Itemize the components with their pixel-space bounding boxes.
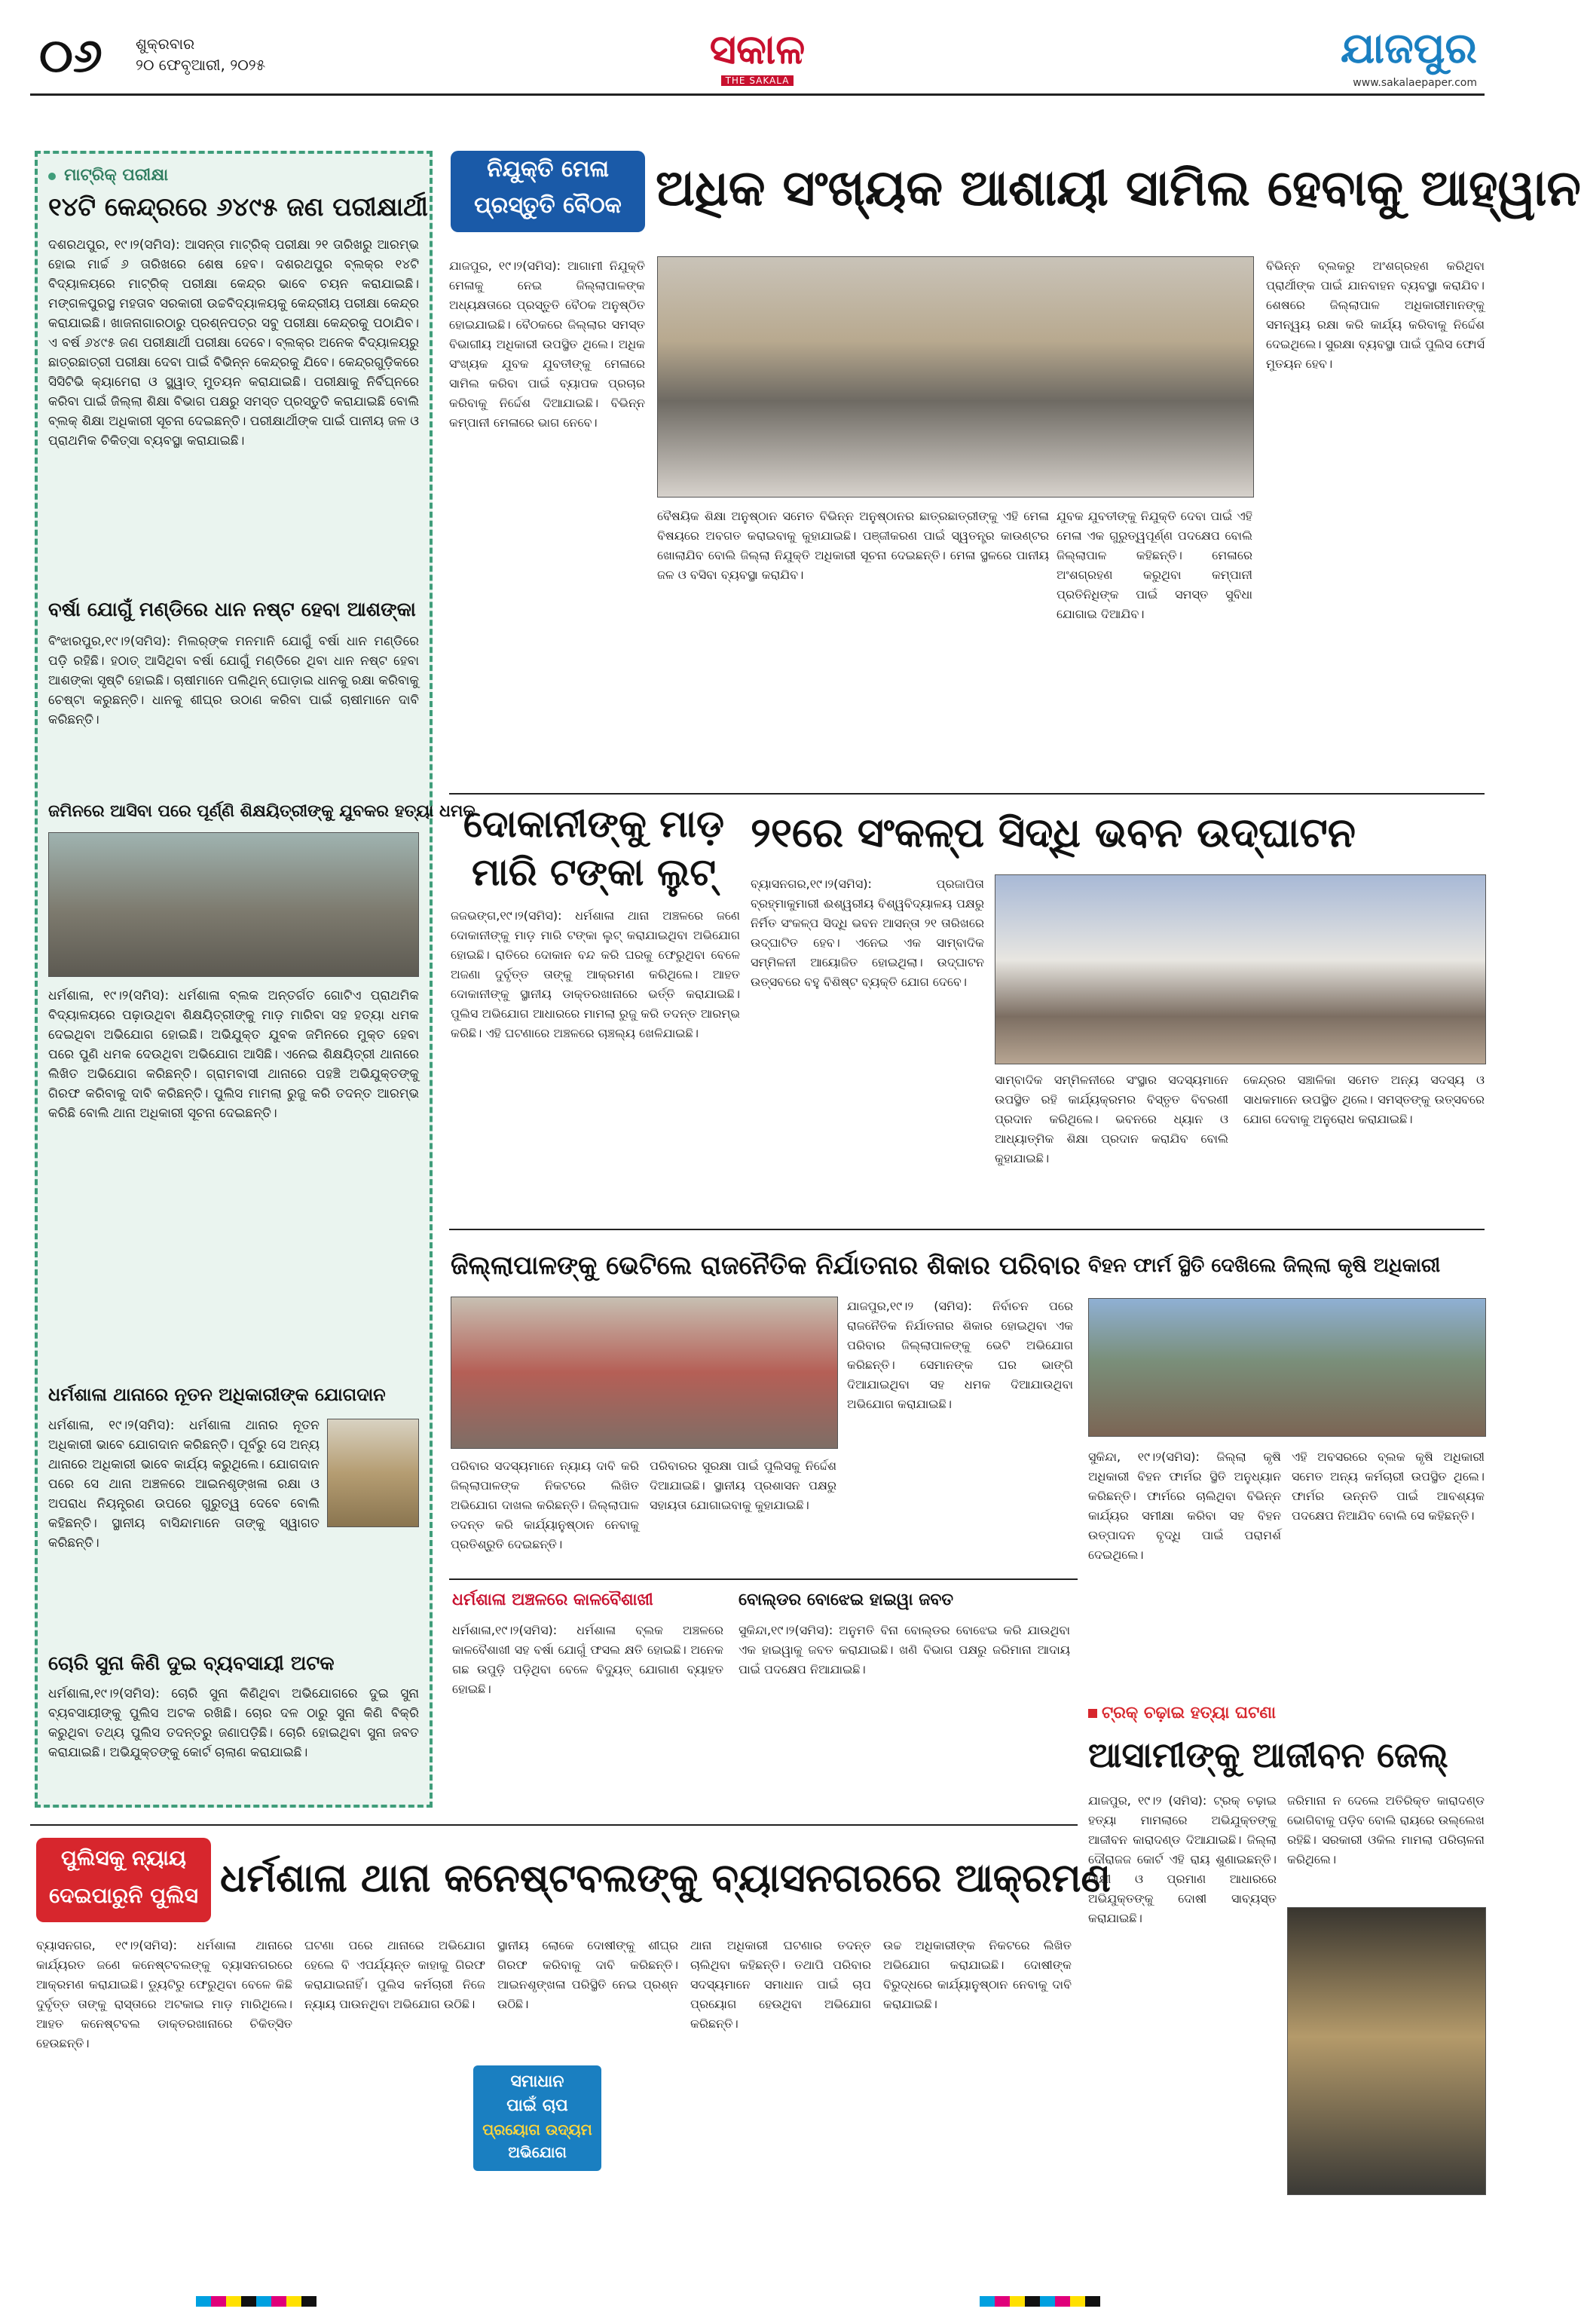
body-officer: ଧର୍ମଶାଳା, ୧୯।୨(ସମିସ): ଧର୍ମଶାଳା ଥାନାର ନୂତନ ଅଧିକାରୀ ଭାବେ ଯୋଗଦାନ କରିଛନ୍ତି। ପୂର୍ବରୁ ସେ ଅନ୍ୟ ଥାନାରେ ଅଧିକାରୀ ଭାବେ କାର୍ଯ୍ୟ କରୁଥିଲେ। ଯୋଗଦାନ ପରେ ସେ ଥାନା ଅଞ୍ଚଳରେ ଆଇନଶୃଙ୍ଖଳା ରକ୍ଷା ଓ ଅପରାଧ ନିୟନ୍ତ୍ରଣ ଉପରେ ଗୁରୁତ୍ୱ ଦେବେ ବୋଲି କହିଛନ୍ତି। ସ୍ଥାନୀୟ ବାସିନ୍ଦାମାନେ ତାଙ୍କୁ ସ୍ୱାଗତ କରିଛନ୍ତି।	[48, 1418, 320, 1551]
bottom-body-5: ଉଚ୍ଚ ଅଧିକାରୀଙ୍କ ନିକଟରେ ଲିଖିତ ଅଭିଯୋଗ କରାଯାଇଛି। ଦୋଷୀଙ୍କ ବିରୁଦ୍ଧରେ କାର୍ଯ୍ୟାନୁଷ୍ଠାନ ନେବାକୁ ଦାବି କରାଯାଇଛି।	[883, 1938, 1072, 2011]
body-gold: ଧର୍ମଶାଳା,୧୯।୨(ସମିସ): ଚୋରି ସୁନା କିଣିଥିବା ଅଭିଯୋଗରେ ଦୁଇ ସୁନା ବ୍ୟବସାୟୀଙ୍କୁ ପୁଲିସ ଅଟକ ରଖିଛି। ଚୋର ଦଳ ଠାରୁ ସୁନା କିଣି ବିକ୍ରି କରୁଥିବା ତଥ୍ୟ ପୁଲିସ ତଦନ୍ତରୁ ଜଣାପଡ଼ିଛି। ଚୋରି ହୋଇଥିବା ସୁନା ଜବତ କରାଯାଇଛି। ଅଭିଯୁକ୍ତଙ୍କୁ କୋର୍ଟ ଚାଲାଣ କରାଯାଇଛି।	[48, 1686, 419, 1760]
brief1-body: ଧର୍ମଶାଳା,୧୯।୨(ସମିସ): ଧର୍ମଶାଳା ବ୍ଲକ ଅଞ୍ଚଳରେ କାଳବୈଶାଖୀ ସହ ବର୍ଷା ଯୋଗୁଁ ଫସଲ କ୍ଷତି ହୋଇଛି। ଅନେକ ଗଛ ଉପୁଡ଼ି ପଡ଼ିଥିବା ବେଳେ ବିଦ୍ୟୁତ୍ ଯୋଗାଣ ବ୍ୟାହତ ହୋଇଛି।	[452, 1623, 723, 1696]
bottom-kicker-box: ପୁଲିସକୁ ନ୍ୟାୟ ଦେଇପାରୁନି ପୁଲିସ	[36, 1838, 211, 1922]
photo-family	[451, 1297, 838, 1449]
bhawan-headline: ୨୧ରେ ସଂକଳ୍ପ ସିଦ୍ଧି ଭବନ ଉଦ୍‌ଘାଟନ	[751, 809, 1356, 856]
headline-teacher: ଜମିନରେ ଆସିବା ପରେ ପୂର୍ଣ୍ଣି ଶିକ୍ଷୟିତ୍ରୀଙ୍କୁ ଯୁବକର ହତ୍ୟା ଧମକ	[48, 802, 476, 821]
left-column	[35, 151, 476, 1808]
masthead-logo	[633, 27, 882, 87]
farm-body: ସୁକିନ୍ଦା, ୧୯।୨(ସମିସ): ଜିଲ୍ଲା କୃଷି ଅଧିକାରୀ ବିହନ ଫାର୍ମର ସ୍ଥିତି ଅନୁଧ୍ୟାନ କରିଛନ୍ତି। ଫାର୍ମରେ ଚାଲିଥିବା ବିଭିନ୍ନ କାର୍ଯ୍ୟର ସମୀକ୍ଷା କରିବା ସହ ବିହନ ଉତ୍ପାଦନ ବୃଦ୍ଧି ପାଇଁ ପରାମର୍ଶ ଦେଇଥିଲେ।	[1088, 1450, 1281, 1562]
top-kicker-box: ନିଯୁକ୍ତି ମେଳା ପ୍ରସ୍ତୁତି ବୈଠକ	[451, 151, 645, 232]
bhawan-body-c: କେନ୍ଦ୍ରର ସଞ୍ଚାଳିକା ସମେତ ଅନ୍ୟ ସଦସ୍ୟ ଓ ସାଧକମାନେ ଉପସ୍ଥିତ ଥିଲେ। ସମସ୍ତଙ୍କୁ ଉତ୍ସବରେ ଯୋଗ ଦେବାକୁ ଅନୁରୋଧ କରାଯାଇଛି।	[1243, 1073, 1485, 1126]
header-rule	[30, 93, 1485, 96]
brief2-headline: ବୋଲ୍ଡର ବୋଝେଇ ହାଇୱା ଜବତ	[739, 1591, 954, 1609]
dm-body-c: ପରିବାରର ସୁରକ୍ଷା ପାଇଁ ପୁଲିସକୁ ନିର୍ଦ୍ଦେଶ ଦିଆଯାଇଛି। ସ୍ଥାନୀୟ ପ୍ରଶାସନ ପକ୍ଷରୁ ସହାୟତା ଯୋଗାଇବାକୁ କୁହାଯାଇଛି।	[650, 1459, 836, 1512]
page-header	[30, 24, 1485, 89]
rule-bottom	[30, 1824, 1078, 1826]
rule-briefs	[449, 1578, 1078, 1580]
photo-police-escort	[1287, 1907, 1486, 2195]
bhawan-body: ବ୍ୟାସନଗର,୧୯।୨(ସମିସ): ପ୍ରଜାପିତା ବ୍ରହ୍ମାକୁମାରୀ ଈଶ୍ୱରୀୟ ବିଶ୍ୱବିଦ୍ୟାଳୟ ପକ୍ଷରୁ ନିର୍ମିତ ସଂକଳ୍ପ ସିଦ୍ଧି ଭବନ ଆସନ୍ତା ୨୧ ତାରିଖରେ ଉଦ୍‌ଘାଟିତ ହେବ। ଏନେଇ ଏକ ସାମ୍ବାଦିକ ସମ୍ମିଳନୀ ଆୟୋଜିତ ହୋଇଥିଲା। ଉଦ୍‌ଘାଟନ ଉତ୍ସବରେ ବହୁ ବିଶିଷ୍ଟ ବ୍ୟକ୍ତି ଯୋଗ ଦେବେ।	[751, 877, 984, 989]
edition-name: ଯାଜପୁର	[1340, 24, 1477, 73]
bottom-body-1: ବ୍ୟାସନଗର, ୧୯।୨(ସମିସ): ଧର୍ମଶାଳା ଥାନାରେ କାର୍ଯ୍ୟରତ ଜଣେ କନେଷ୍ଟବଲଙ୍କୁ ବ୍ୟାସନଗରରେ ଆକ୍ରମଣ କରାଯାଇଛି। ଡ୍ୟୁଟିରୁ ଫେରୁଥିବା ବେଳେ କିଛି ଦୁର୍ବୃତ୍ତ ତାଙ୍କୁ ରାସ୍ତାରେ ଅଟକାଇ ମାଡ଼ ମାରିଥିଲେ। ଆହତ କନେଷ୍ଟବଲ ଡାକ୍ତରଖାନାରେ ଚିକିତ୍ସିତ ହେଉଛନ୍ତି।	[36, 1938, 292, 2050]
photo-meeting	[657, 256, 1254, 498]
photo-villagers	[48, 832, 419, 977]
photo-officer	[327, 1419, 419, 1527]
issue-day: ଶୁକ୍ରବାର	[136, 35, 195, 53]
brief1-headline: ଧର୍ମଶାଳା ଅଞ୍ଚଳରେ କାଳବୈଶାଖୀ	[452, 1591, 653, 1609]
website-url: www.sakalaepaper.com	[1353, 77, 1477, 89]
dm-body-b: ପରିବାର ସଦସ୍ୟମାନେ ନ୍ୟାୟ ଦାବି କରି ଜିଲ୍ଲାପାଳଙ୍କ ନିକଟରେ ଲିଖିତ ଅଭିଯୋଗ ଦାଖଲ କରିଛନ୍ତି। ଜିଲ୍ଲାପାଳ ତଦନ୍ତ କରି କାର୍ଯ୍ୟାନୁଷ୍ଠାନ ନେବାକୁ ପ୍ରତିଶ୍ରୁତି ଦେଇଛନ୍ତି।	[451, 1459, 639, 1551]
bhawan-body-b: ସାମ୍ବାଦିକ ସମ୍ମିଳନୀରେ ସଂସ୍ଥାର ସଦସ୍ୟମାନେ ଉପସ୍ଥିତ ରହି କାର୍ଯ୍ୟକ୍ରମର ବିସ୍ତୃତ ବିବରଣୀ ପ୍ରଦାନ କରିଥିଲେ। ଭବନରେ ଧ୍ୟାନ ଓ ଆଧ୍ୟାତ୍ମିକ ଶିକ୍ଷା ପ୍ରଦାନ କରାଯିବ ବୋଲି କୁହାଯାଇଛି।	[995, 1073, 1228, 1165]
top-body-far: ବିଭିନ୍ନ ବ୍ଲକରୁ ଅଂଶଗ୍ରହଣ କରିଥିବା ପ୍ରାର୍ଥୀଙ୍କ ପାଇଁ ଯାନବାହନ ବ୍ୟବସ୍ଥା କରାଯିବ। ଶେଷରେ ଜିଲ୍ଲାପାଳ ଅଧିକାରୀମାନଙ୍କୁ ସମନ୍ୱୟ ରକ୍ଷା କରି କାର୍ଯ୍ୟ କରିବାକୁ ନିର୍ଦ୍ଦେଶ ଦେଇଥିଲେ। ସୁରକ୍ଷା ବ୍ୟବସ୍ଥା ପାଇଁ ପୁଲିସ ଫୋର୍ସ ମୁତୟନ ହେବ।	[1266, 259, 1485, 371]
bottom-body-4: ଥାନା ଅଧିକାରୀ ଘଟଣାର ତଦନ୍ତ ଚାଲିଥିବା କହିଛନ୍ତି। ତଥାପି ପରିବାର ସଦସ୍ୟମାନେ ସମାଧାନ ପାଇଁ ଚାପ ପ୍ରୟୋଗ ହେଉଥିବା ଅଭିଯୋଗ କରିଛନ୍ତି।	[690, 1938, 871, 2031]
masthead-subtitle: THE SAKALA	[721, 75, 794, 86]
life-body-b: ଜରିମାନା ନ ଦେଲେ ଅତିରିକ୍ତ କାରାଦଣ୍ଡ ଭୋଗିବାକୁ ପଡ଼ିବ ବୋଲି ରାୟରେ ଉଲ୍ଲେଖ ରହିଛି। ସରକାରୀ ଓକିଲ ମାମଲା ପରିଚାଳନା କରିଥିଲେ।	[1287, 1793, 1485, 1866]
page-number: ୦୬	[39, 28, 102, 83]
top-body-mid: ବୈଷୟିକ ଶିକ୍ଷା ଅନୁଷ୍ଠାନ ସମେତ ବିଭିନ୍ନ ଅନୁଷ୍ଠାନର ଛାତ୍ରଛାତ୍ରୀଙ୍କୁ ଏହି ମେଳା ବିଷୟରେ ଅବଗତ କରାଇବାକୁ କୁହାଯାଇଛି। ପଞ୍ଜୀକରଣ ପାଇଁ ସ୍ୱତନ୍ତ୍ର କାଉଣ୍ଟର ଖୋଲାଯିବ ବୋଲି ଜିଲ୍ଲା ନିଯୁକ୍ତି ଅଧିକାରୀ ସୂଚନା ଦେଇଛନ୍ତି। ମେଳା ସ୍ଥଳରେ ପାନୀୟ ଜଳ ଓ ବସିବା ବ୍ୟବସ୍ଥା କରାଯିବ।	[657, 509, 1049, 582]
loot-body: ଜଜଭଙ୍ଗ,୧୯।୨(ସମିସ): ଧର୍ମଶାଳା ଥାନା ଅଞ୍ଚଳରେ ଜଣେ ଦୋକାନୀଙ୍କୁ ମାଡ଼ ମାରି ଟଙ୍କା ଲୁଟ୍ କରାଯାଇଥିବା ଅଭିଯୋଗ ହୋଇଛି। ରାତିରେ ଦୋକାନ ବନ୍ଦ କରି ଘରକୁ ଫେରୁଥିବା ବେଳେ ଅଜଣା ଦୁର୍ବୃତ୍ତ ତାଙ୍କୁ ଆକ୍ରମଣ କରିଥିଲେ। ଆହତ ଦୋକାନୀଙ୍କୁ ସ୍ଥାନୀୟ ଡାକ୍ତରଖାନାରେ ଭର୍ତ୍ତି କରାଯାଇଛି। ପୁଲିସ ଅଭିଯୋଗ ଆଧାରରେ ମାମଲା ରୁଜୁ କରି ତଦନ୍ତ ଆରମ୍ଭ କରିଛି। ଏହି ଘଟଣାରେ ଅଞ୍ଚଳରେ ଚାଞ୍ଚଲ୍ୟ ଖେଳିଯାଇଛି।	[451, 908, 740, 1040]
body-paddy: ବିଂଝାରପୁର,୧୯।୨(ସମିସ): ମିଲର୍‌ଙ୍କ ମନମାନି ଯୋଗୁଁ ବର୍ଷା ଧାନ ମଣ୍ଡିରେ ପଡ଼ି ରହିଛି। ହଠାତ୍ ଆସିଥିବା ବର୍ଷା ଯୋଗୁଁ ମଣ୍ଡିରେ ଥିବା ଧାନ ନଷ୍ଟ ହେବା ଆଶଙ୍କା ସୃଷ୍ଟି ହୋଇଛି। ଚାଷୀମାନେ ପଲିଥିନ୍ ଘୋଡ଼ାଇ ଧାନକୁ ରକ୍ଷା କରିବାକୁ ଚେଷ୍ଟା କରୁଛନ୍ତି। ଧାନକୁ ଶୀଘ୍ର ଉଠାଣ କରିବା ପାଇଁ ଚାଷୀମାନେ ଦାବି କରିଛନ୍ତି।	[48, 634, 419, 727]
headline-matric: ୧୪ଟି କେନ୍ଦ୍ରରେ ୬୪୯୫ ଜଣ ପରୀକ୍ଷାର୍ଥୀ	[48, 192, 428, 222]
issue-date: ୨୦ ଫେବୃଆରୀ, ୨୦୨୫	[136, 56, 266, 74]
headline-gold: ଚୋରି ସୁନା କିଣି ଦୁଇ ବ୍ୟବସାୟୀ ଅଟକ	[48, 1652, 335, 1675]
rule-mid-2	[449, 1229, 1485, 1230]
farm-headline: ବିହନ ଫାର୍ମ ସ୍ଥିତି ଦେଖିଲେ ଜିଲ୍ଲା କୃଷି ଅଧିକାରୀ	[1088, 1254, 1441, 1277]
body-matric: ଦଶରଥପୁର, ୧୯।୨(ସମିସ): ଆସନ୍ତା ମାଟ୍ରିକ୍ ପରୀକ୍ଷା ୨୧ ତାରିଖରୁ ଆରମ୍ଭ ହୋଇ ମାର୍ଚ୍ଚ ୬ ତାରିଖରେ ଶେଷ ହେବ। ଦଶରଥପୁର ବ୍ଲକ୍‌ର ୧୪ଟି ବିଦ୍ୟାଳୟରେ ମାଟ୍ରିକ୍ ପରୀକ୍ଷା କେନ୍ଦ୍ର ଭାବେ ଚୟନ କରାଯାଇଛି। ମଙ୍ଗଳପୁରସ୍ଥ ମହତାବ ସରକାରୀ ଉଚ୍ଚବିଦ୍ୟାଳୟକୁ କେନ୍ଦ୍ରୀୟ ପରୀକ୍ଷା କେନ୍ଦ୍ର କରାଯାଇଛି। ଖାଜନାଗାରଠାରୁ ପ୍ରଶ୍ନପତ୍ର ସବୁ ପରୀକ୍ଷା କେନ୍ଦ୍ରକୁ ପଠାଯିବ। ଏ ବର୍ଷ ୬୪୯୫ ଜଣ ପରୀକ୍ଷାର୍ଥୀ ପରୀକ୍ଷା ଦେବେ। ବ୍ଲକ୍‌ର ଅନେକ ବିଦ୍ୟାଳୟରୁ ଛାତ୍ରଛାତ୍ରୀ ପରୀକ୍ଷା ଦେବା ପାଇଁ ବିଭିନ୍ନ କେନ୍ଦ୍ରକୁ ଯିବେ। କେନ୍ଦ୍ରଗୁଡ଼ିକରେ ସିସିଟିଭି କ୍ୟାମେରା ଓ ସ୍କ୍ୱାଡ୍ ମୁତୟନ କରାଯାଇଛି। ପରୀକ୍ଷାକୁ ନିର୍ବିଘ୍ନରେ କରିବା ପାଇଁ ଜିଲ୍ଲା ଶିକ୍ଷା ବିଭାଗ ପକ୍ଷରୁ ସମସ୍ତ ପ୍ରସ୍ତୁତି କରାଯାଇଛି ବୋଲି ବ୍ଲକ୍ ଶିକ୍ଷା ଅଧିକାରୀ ସୂଚନା ଦେଇଛନ୍ତି। ପରୀକ୍ଷାର୍ଥୀଙ୍କ ପାଇଁ ପାନୀୟ ଜଳ ଓ ପ୍ରାଥମିକ ଚିକିତ୍ସା ବ୍ୟବସ୍ଥା କରାଯାଇଛି।	[48, 237, 419, 449]
color-registration-strip-2	[980, 2296, 1100, 2307]
farm-body-b: ଏହି ଅବସରରେ ବ୍ଲକ କୃଷି ଅଧିକାରୀ ସମେତ ଅନ୍ୟ କର୍ମଚାରୀ ଉପସ୍ଥିତ ଥିଲେ। ଫାର୍ମର ଉନ୍ନତି ପାଇଁ ଆବଶ୍ୟକ ପଦକ୍ଷେପ ନିଆଯିବ ବୋଲି ସେ କହିଛନ୍ତି।	[1292, 1450, 1485, 1523]
kicker-square-icon	[1088, 1709, 1097, 1718]
photo-bhawan	[995, 874, 1486, 1064]
bottom-body-2: ଘଟଣା ପରେ ଥାନାରେ ଅଭିଯୋଗ ହେଲେ ବି ଏପର୍ଯ୍ୟନ୍ତ କାହାକୁ ଗିରଫ କରାଯାଇନାହିଁ। ପୁଲିସ କର୍ମଚାରୀ ନିଜେ ନ୍ୟାୟ ପାଉନଥିବା ଅଭିଯୋଗ ଉଠିଛି।	[304, 1938, 485, 2011]
rule-mid-1	[449, 793, 1485, 795]
matric-kicker: ମାଟ୍ରିକ୍ ପରୀକ୍ଷା	[48, 166, 168, 185]
bottom-headline: ଧର୍ମଶାଳା ଥାନା କନେଷ୍ଟବଲଙ୍କୁ ବ୍ୟାସନଗରରେ ଆକ୍ରମଣ	[220, 1856, 1111, 1901]
life-headline: ଆସାମୀଙ୍କୁ ଆଜୀବନ ଜେଲ୍	[1088, 1735, 1448, 1775]
top-body-right: ଯୁବକ ଯୁବତୀଙ୍କୁ ନିଯୁକ୍ତି ଦେବା ପାଇଁ ଏହି ମେଳା ଏକ ଗୁରୁତ୍ୱପୂର୍ଣ୍ଣ ପଦକ୍ଷେପ ବୋଲି ଜିଲ୍ଲାପାଳ କହିଛନ୍ତି। ମେଳାରେ ଅଂଶଗ୍ରହଣ କରୁଥିବା କମ୍ପାନୀ ପ୍ରତିନିଧିଙ୍କ ପାଇଁ ସମସ୍ତ ସୁବିଧା ଯୋଗାଇ ଦିଆଯିବ।	[1057, 509, 1252, 621]
bottom-callout-box: ସମାଧାନ ପାଇଁ ଚାପ ପ୍ରୟୋଗ ଉଦ୍ୟମ ଅଭିଯୋଗ	[473, 2065, 601, 2171]
loot-headline-1: ଦୋକାନୀଙ୍କୁ ମାଡ଼	[463, 802, 725, 846]
life-kicker: ଟ୍ରକ୍ ଚଢ଼ାଇ ହତ୍ୟା ଘଟଣା	[1088, 1704, 1276, 1722]
kicker-dot-icon	[48, 173, 56, 180]
dm-body: ଯାଜପୁର,୧୯।୨ (ସମିସ): ନିର୍ବାଚନ ପରେ ରାଜନୈତିକ ନିର୍ଯାତନାର ଶିକାର ହୋଇଥିବା ଏକ ପରିବାର ଜିଲ୍ଲାପାଳଙ୍କୁ ଭେଟି ଅଭିଯୋଗ କରିଛନ୍ତି। ସେମାନଙ୍କ ଘର ଭାଙ୍ଗି ଦିଆଯାଇଥିବା ସହ ଧମକ ଦିଆଯାଉଥିବା ଅଭିଯୋଗ କରାଯାଇଛି।	[847, 1299, 1073, 1411]
headline-paddy: ବର୍ଷା ଯୋଗୁଁ ମଣ୍ଡିରେ ଧାନ ନଷ୍ଟ ହେବା ଆଶଙ୍କା	[48, 599, 416, 621]
color-registration-strip	[196, 2296, 317, 2307]
masthead-title: ସକାଳ	[709, 26, 806, 73]
loot-headline-2: ମାରି ଟଙ୍କା ଲୁଟ୍	[471, 850, 717, 894]
dm-headline: ଜିଲ୍ଲାପାଳଙ୍କୁ ଭେଟିଲେ ରାଜନୈତିକ ନିର୍ଯାତନାର ଶିକାର ପରିବାର	[451, 1251, 1081, 1281]
top-headline: ଅଧିକ ସଂଖ୍ୟକ ଆଶାୟୀ ସାମିଲ ହେବାକୁ ଆହ୍ୱାନ	[656, 159, 1581, 217]
body-teacher: ଧର୍ମଶାଳା, ୧୯।୨(ସମିସ): ଧର୍ମଶାଳା ବ୍ଲକ ଅନ୍ତର୍ଗତ ଗୋଟିଏ ପ୍ରାଥମିକ ବିଦ୍ୟାଳୟରେ ପଢ଼ାଉଥିବା ଶିକ୍ଷୟିତ୍ରୀଙ୍କୁ ମାଡ଼ ମାରିବା ସହ ହତ୍ୟା ଧମକ ଦେଇଥିବା ଅଭିଯୋଗ ହୋଇଛି। ଅଭିଯୁକ୍ତ ଯୁବକ ଜମିନରେ ମୁକ୍ତ ହେବା ପରେ ପୁଣି ଧମକ ଦେଉଥିବା ଅଭିଯୋଗ ଆସିଛି। ଏନେଇ ଶିକ୍ଷୟିତ୍ରୀ ଥାନାରେ ଲିଖିତ ଅଭିଯୋଗ କରିଛନ୍ତି। ଗ୍ରାମବାସୀ ଥାନାରେ ପହଞ୍ଚି ଅଭିଯୁକ୍ତଙ୍କୁ ଗିରଫ କରିବାକୁ ଦାବି କରିଛନ୍ତି। ପୁଲିସ ମାମଲା ରୁଜୁ କରି ତଦନ୍ତ ଆରମ୍ଭ କରିଛି ବୋଲି ଥାନା ଅଧିକାରୀ ସୂଚନା ଦେଇଛନ୍ତି।	[48, 988, 419, 1121]
bottom-body-3: ସ୍ଥାନୀୟ ଲୋକେ ଦୋଷୀଙ୍କୁ ଶୀଘ୍ର ଗିରଫ କରିବାକୁ ଦାବି କରିଛନ୍ତି। ଆଇନଶୃଙ୍ଖଳା ପରିସ୍ଥିତି ନେଇ ପ୍ରଶ୍ନ ଉଠିଛି।	[497, 1938, 678, 2011]
headline-officer: ଧର୍ମଶାଳା ଥାନାରେ ନୂତନ ଅଧିକାରୀଙ୍କ ଯୋଗଦାନ	[48, 1384, 386, 1405]
photo-farm	[1088, 1298, 1486, 1437]
brief2-body: ସୁକିନ୍ଦା,୧୯।୨(ସମିସ): ଅନୁମତି ବିନା ବୋଲ୍ଡର ବୋଝେଇ କରି ଯାଉଥିବା ଏକ ହାଇୱାକୁ ଜବତ କରାଯାଇଛି। ଖଣି ବିଭାଗ ପକ୍ଷରୁ ଜରିମାନା ଆଦାୟ ପାଇଁ ପଦକ୍ଷେପ ନିଆଯାଇଛି।	[739, 1623, 1070, 1676]
top-body-left: ଯାଜପୁର, ୧୯।୨(ସମିସ): ଆଗାମୀ ନିଯୁକ୍ତି ମେଳାକୁ ନେଇ ଜିଲ୍ଲାପାଳଙ୍କ ଅଧ୍ୟକ୍ଷତାରେ ପ୍ରସ୍ତୁତି ବୈଠକ ଅନୁଷ୍ଠିତ ହୋଇଯାଇଛି। ବୈଠକରେ ଜିଲ୍ଲାର ସମସ୍ତ ବିଭାଗୀୟ ଅଧିକାରୀ ଉପସ୍ଥିତ ଥିଲେ। ଅଧିକ ସଂଖ୍ୟକ ଯୁବକ ଯୁବତୀଙ୍କୁ ମେଳାରେ ସାମିଲ କରିବା ପାଇଁ ବ୍ୟାପକ ପ୍ରଚାର କରିବାକୁ ନିର୍ଦ୍ଦେଶ ଦିଆଯାଇଛି। ବିଭିନ୍ନ କମ୍ପାନୀ ମେଳାରେ ଭାଗ ନେବେ।	[449, 259, 645, 430]
life-body: ଯାଜପୁର, ୧୯।୨ (ସମିସ): ଟ୍ରକ୍ ଚଢ଼ାଇ ହତ୍ୟା ମାମଲାରେ ଅଭିଯୁକ୍ତଙ୍କୁ ଆଜୀବନ କାରାଦଣ୍ଡ ଦିଆଯାଇଛି। ଜିଲ୍ଲା ଦୌରାଜଜ କୋର୍ଟ ଏହି ରାୟ ଶୁଣାଇଛନ୍ତି। ସାକ୍ଷୀ ଓ ପ୍ରମାଣ ଆଧାରରେ ଅଭିଯୁକ୍ତଙ୍କୁ ଦୋଷୀ ସାବ୍ୟସ୍ତ କରାଯାଇଛି।	[1088, 1793, 1277, 1925]
